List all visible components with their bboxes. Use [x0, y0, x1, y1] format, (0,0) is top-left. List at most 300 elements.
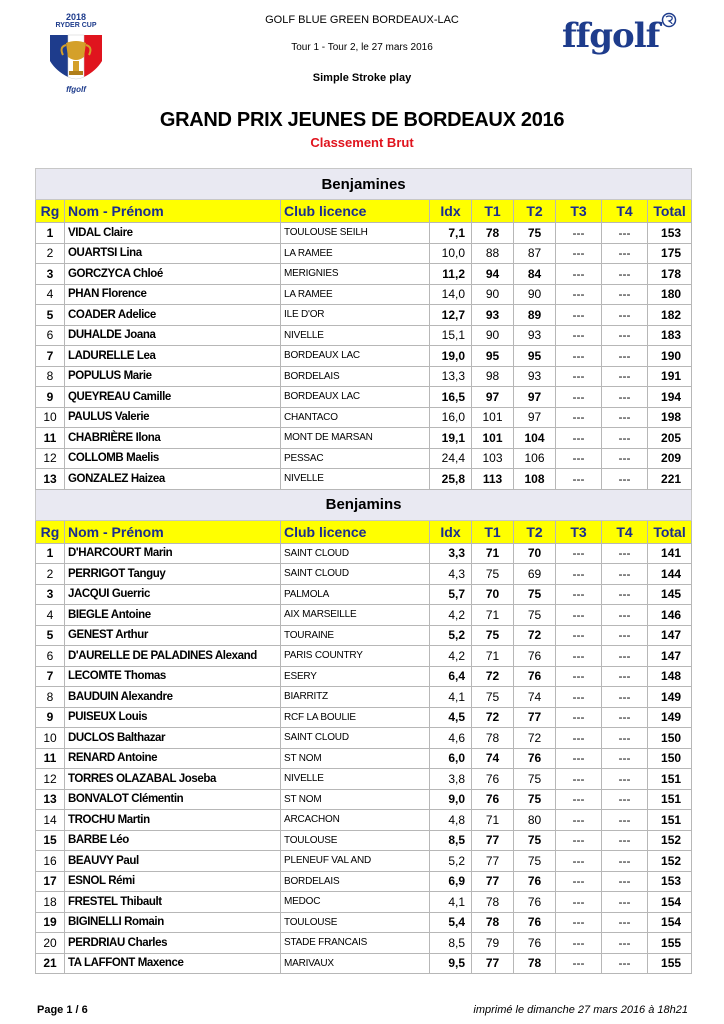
player-first-name: Florence — [101, 288, 147, 301]
results-table — [35, 168, 692, 974]
total-cell: 150 — [648, 748, 692, 769]
round1-cell: 90 — [472, 284, 514, 305]
index-cell: 4,5 — [430, 707, 472, 728]
player-first-name: Antoine — [117, 752, 158, 765]
total-cell: 147 — [648, 646, 692, 667]
round3-cell: --- — [556, 366, 602, 387]
column-header-rg: Rg — [36, 520, 65, 543]
table-row — [36, 305, 692, 326]
round1-cell: 90 — [472, 325, 514, 346]
index-cell: 16,5 — [430, 387, 472, 408]
round4-cell: --- — [602, 605, 648, 626]
round3-cell: --- — [556, 584, 602, 605]
round2-cell: 104 — [514, 428, 556, 449]
table-row — [36, 789, 692, 810]
round4-cell: --- — [602, 953, 648, 974]
table-row — [36, 243, 692, 264]
rank-cell: 3 — [36, 584, 65, 605]
player-last-name: BIEGLE — [68, 608, 109, 621]
player-first-name: Léo — [109, 834, 129, 847]
rank-cell: 6 — [36, 325, 65, 346]
player-first-name: Clémentin — [131, 793, 184, 806]
rank-cell: 11 — [36, 428, 65, 449]
table-row — [36, 407, 692, 428]
round2-cell: 76 — [514, 646, 556, 667]
round3-cell: --- — [556, 953, 602, 974]
round4-cell: --- — [602, 243, 648, 264]
table-row — [36, 448, 692, 469]
player-last-name: ESNOL — [68, 875, 106, 888]
index-cell: 4,3 — [430, 564, 472, 585]
club-cell: CHANTACO — [281, 407, 430, 428]
round2-cell: 75 — [514, 584, 556, 605]
column-header-row — [36, 200, 692, 223]
index-cell: 24,4 — [430, 448, 472, 469]
total-cell: 182 — [648, 305, 692, 326]
round3-cell: --- — [556, 387, 602, 408]
round1-cell: 71 — [472, 543, 514, 564]
column-header-row — [36, 520, 692, 543]
table-row — [36, 707, 692, 728]
table-row — [36, 830, 692, 851]
round2-cell: 76 — [514, 933, 556, 954]
player-first-name: Alexandre — [120, 690, 173, 703]
rank-cell: 3 — [36, 264, 65, 285]
club-cell: SAINT CLOUD — [281, 543, 430, 564]
club-cell: ST NOM — [281, 789, 430, 810]
round3-cell: --- — [556, 346, 602, 367]
rank-cell: 15 — [36, 830, 65, 851]
player-name-cell — [65, 605, 281, 626]
player-last-name: FRESTEL — [68, 895, 118, 908]
player-name-cell — [65, 912, 281, 933]
round3-cell: --- — [556, 264, 602, 285]
total-cell: 183 — [648, 325, 692, 346]
round4-cell: --- — [602, 748, 648, 769]
column-header-idx: Idx — [430, 520, 472, 543]
printed-date: imprimé le dimanche 27 mars 2016 à 18h21 — [473, 1004, 688, 1016]
total-cell: 191 — [648, 366, 692, 387]
rank-cell: 12 — [36, 769, 65, 790]
round1-cell: 71 — [472, 605, 514, 626]
round2-cell: 74 — [514, 687, 556, 708]
round3-cell: --- — [556, 789, 602, 810]
round4-cell: --- — [602, 912, 648, 933]
club-cell: MEDOC — [281, 892, 430, 913]
player-first-name: Joseba — [178, 772, 216, 785]
round3-cell: --- — [556, 469, 602, 490]
player-last-name: DUCLOS — [68, 731, 115, 744]
player-first-name: Marie — [123, 370, 152, 383]
round3-cell: --- — [556, 748, 602, 769]
index-cell: 3,3 — [430, 543, 472, 564]
round2-cell: 108 — [514, 469, 556, 490]
club-cell: STADE FRANCAIS — [281, 933, 430, 954]
player-name-cell — [65, 448, 281, 469]
player-last-name: BARBE — [68, 834, 107, 847]
table-row — [36, 953, 692, 974]
index-cell: 4,6 — [430, 728, 472, 749]
player-name-cell — [65, 223, 281, 244]
player-first-name: Martin — [117, 813, 150, 826]
round1-cell: 78 — [472, 892, 514, 913]
rank-cell: 9 — [36, 707, 65, 728]
player-name-cell — [65, 728, 281, 749]
player-first-name: Alexand — [214, 649, 257, 662]
player-name-cell — [65, 264, 281, 285]
round1-cell: 97 — [472, 387, 514, 408]
round2-cell: 93 — [514, 366, 556, 387]
round1-cell: 77 — [472, 830, 514, 851]
round4-cell: --- — [602, 564, 648, 585]
column-header-total: Total — [648, 200, 692, 223]
round2-cell: 72 — [514, 728, 556, 749]
ryder-cup-year: 2018 — [65, 12, 87, 22]
table-row — [36, 666, 692, 687]
round1-cell: 78 — [472, 728, 514, 749]
round4-cell: --- — [602, 407, 648, 428]
index-cell: 9,5 — [430, 953, 472, 974]
index-cell: 3,8 — [430, 769, 472, 790]
club-cell: MONT DE MARSAN — [281, 428, 430, 449]
round3-cell: --- — [556, 243, 602, 264]
total-cell: 154 — [648, 912, 692, 933]
total-cell: 152 — [648, 851, 692, 872]
club-cell: PLENEUF VAL AND — [281, 851, 430, 872]
player-first-name: Tanguy — [127, 567, 166, 580]
round4-cell: --- — [602, 666, 648, 687]
round1-cell: 72 — [472, 707, 514, 728]
player-last-name: CHABRIÈRE — [68, 431, 133, 444]
player-last-name: DUHALDE — [68, 329, 122, 342]
player-name-cell — [65, 305, 281, 326]
round3-cell: --- — [556, 448, 602, 469]
rank-cell: 13 — [36, 469, 65, 490]
column-header-t1: T1 — [472, 200, 514, 223]
table-row — [36, 346, 692, 367]
player-last-name: D'AURELLE DE PALADINES — [68, 649, 213, 662]
player-first-name: Chloé — [132, 267, 163, 280]
club-cell: BORDELAIS — [281, 366, 430, 387]
player-first-name: Marin — [143, 547, 173, 560]
round4-cell: --- — [602, 646, 648, 667]
column-header-club: Club licence — [281, 520, 430, 543]
round4-cell: --- — [602, 284, 648, 305]
rank-cell: 2 — [36, 564, 65, 585]
round1-cell: 77 — [472, 953, 514, 974]
rank-cell: 11 — [36, 748, 65, 769]
index-cell: 5,4 — [430, 912, 472, 933]
club-cell: NIVELLE — [281, 325, 430, 346]
club-cell: LA RAMEE — [281, 243, 430, 264]
player-name-cell — [65, 830, 281, 851]
round3-cell: --- — [556, 707, 602, 728]
round3-cell: --- — [556, 428, 602, 449]
table-row — [36, 469, 692, 490]
club-cell: BORDEAUX LAC — [281, 346, 430, 367]
round1-cell: 88 — [472, 243, 514, 264]
total-cell: 175 — [648, 243, 692, 264]
index-cell: 16,0 — [430, 407, 472, 428]
competition-format: Simple Stroke play — [312, 72, 412, 84]
total-cell: 145 — [648, 584, 692, 605]
index-cell: 19,0 — [430, 346, 472, 367]
round2-cell: 95 — [514, 346, 556, 367]
round1-cell: 74 — [472, 748, 514, 769]
round1-cell: 71 — [472, 810, 514, 831]
table-row — [36, 223, 692, 244]
club-name: GOLF BLUE GREEN BORDEAUX-LAC — [265, 14, 459, 26]
table-row — [36, 584, 692, 605]
index-cell: 4,1 — [430, 687, 472, 708]
club-cell: BORDELAIS — [281, 871, 430, 892]
round2-cell: 76 — [514, 912, 556, 933]
player-name-cell — [65, 953, 281, 974]
index-cell: 4,2 — [430, 605, 472, 626]
round1-cell: 79 — [472, 933, 514, 954]
round4-cell: --- — [602, 325, 648, 346]
rank-cell: 10 — [36, 407, 65, 428]
player-last-name: BONVALOT — [68, 793, 129, 806]
total-cell: 153 — [648, 223, 692, 244]
player-last-name: PERRIGOT — [68, 567, 125, 580]
player-last-name: BAUDUIN — [68, 690, 119, 703]
rank-cell: 9 — [36, 387, 65, 408]
club-cell: NIVELLE — [281, 469, 430, 490]
player-first-name: Rémi — [108, 875, 135, 888]
round4-cell: --- — [602, 223, 648, 244]
round2-cell: 75 — [514, 605, 556, 626]
player-last-name: QUEYREAU — [68, 390, 130, 403]
round1-cell: 72 — [472, 666, 514, 687]
player-first-name: Ilona — [135, 431, 161, 444]
round2-cell: 69 — [514, 564, 556, 585]
table-row — [36, 728, 692, 749]
total-cell: 149 — [648, 687, 692, 708]
index-cell: 11,2 — [430, 264, 472, 285]
index-cell: 19,1 — [430, 428, 472, 449]
player-last-name: POPULUS — [68, 370, 121, 383]
round4-cell: --- — [602, 933, 648, 954]
index-cell: 4,8 — [430, 810, 472, 831]
index-cell: 8,5 — [430, 933, 472, 954]
round4-cell: --- — [602, 366, 648, 387]
round3-cell: --- — [556, 851, 602, 872]
player-name-cell — [65, 789, 281, 810]
player-first-name: Lea — [136, 349, 156, 362]
club-cell: PALMOLA — [281, 584, 430, 605]
rank-cell: 2 — [36, 243, 65, 264]
round4-cell: --- — [602, 387, 648, 408]
round4-cell: --- — [602, 707, 648, 728]
player-last-name: PERDRIAU — [68, 936, 125, 949]
player-name-cell — [65, 687, 281, 708]
club-cell: TOULOUSE SEILH — [281, 223, 430, 244]
table-row — [36, 564, 692, 585]
rank-cell: 5 — [36, 305, 65, 326]
player-name-cell — [65, 584, 281, 605]
round2-cell: 97 — [514, 387, 556, 408]
table-row — [36, 933, 692, 954]
club-cell: TOULOUSE — [281, 912, 430, 933]
player-name-cell — [65, 325, 281, 346]
player-name-cell — [65, 933, 281, 954]
player-last-name: D'HARCOURT — [68, 547, 141, 560]
round4-cell: --- — [602, 346, 648, 367]
round2-cell: 75 — [514, 830, 556, 851]
player-name-cell — [65, 346, 281, 367]
round4-cell: --- — [602, 448, 648, 469]
round3-cell: --- — [556, 646, 602, 667]
round1-cell: 113 — [472, 469, 514, 490]
round3-cell: --- — [556, 625, 602, 646]
club-cell: LA RAMEE — [281, 284, 430, 305]
total-cell: 190 — [648, 346, 692, 367]
round2-cell: 84 — [514, 264, 556, 285]
round3-cell: --- — [556, 666, 602, 687]
player-last-name: COLLOMB — [68, 452, 124, 465]
round3-cell: --- — [556, 769, 602, 790]
total-cell: 146 — [648, 605, 692, 626]
index-cell: 14,0 — [430, 284, 472, 305]
round1-cell: 93 — [472, 305, 514, 326]
ryder-cup-name: RYDER CUP — [55, 22, 97, 29]
player-name-cell — [65, 543, 281, 564]
round4-cell: --- — [602, 264, 648, 285]
round3-cell: --- — [556, 687, 602, 708]
round2-cell: 87 — [514, 243, 556, 264]
rank-cell: 7 — [36, 666, 65, 687]
table-row — [36, 264, 692, 285]
player-first-name: Romain — [124, 916, 164, 929]
column-header-club: Club licence — [281, 200, 430, 223]
round3-cell: --- — [556, 728, 602, 749]
player-first-name: Antoine — [110, 608, 151, 621]
player-first-name: Balthazar — [116, 731, 166, 744]
player-name-cell — [65, 284, 281, 305]
round4-cell: --- — [602, 584, 648, 605]
round2-cell: 76 — [514, 748, 556, 769]
table-row — [36, 543, 692, 564]
player-name-cell — [65, 851, 281, 872]
round2-cell: 75 — [514, 789, 556, 810]
total-cell: 147 — [648, 625, 692, 646]
player-last-name: GORCZYCA — [68, 267, 131, 280]
club-cell: SAINT CLOUD — [281, 728, 430, 749]
column-header-t4: T4 — [602, 520, 648, 543]
round2-cell: 90 — [514, 284, 556, 305]
round3-cell: --- — [556, 543, 602, 564]
table-row — [36, 605, 692, 626]
round2-cell: 76 — [514, 892, 556, 913]
index-cell: 5,2 — [430, 851, 472, 872]
round1-cell: 94 — [472, 264, 514, 285]
total-cell: 198 — [648, 407, 692, 428]
page-number: Page 1 / 6 — [37, 1004, 88, 1016]
player-name-cell — [65, 707, 281, 728]
round1-cell: 76 — [472, 769, 514, 790]
column-header-t2: T2 — [514, 200, 556, 223]
round3-cell: --- — [556, 871, 602, 892]
round2-cell: 76 — [514, 666, 556, 687]
round4-cell: --- — [602, 892, 648, 913]
player-name-cell — [65, 625, 281, 646]
round2-cell: 80 — [514, 810, 556, 831]
round4-cell: --- — [602, 789, 648, 810]
index-cell: 13,3 — [430, 366, 472, 387]
club-cell: RCF LA BOULIE — [281, 707, 430, 728]
club-cell: ESERY — [281, 666, 430, 687]
table-row — [36, 851, 692, 872]
index-cell: 6,4 — [430, 666, 472, 687]
player-first-name: Thibault — [120, 895, 162, 908]
total-cell: 151 — [648, 810, 692, 831]
club-cell: PESSAC — [281, 448, 430, 469]
rank-cell: 1 — [36, 223, 65, 244]
round4-cell: --- — [602, 830, 648, 851]
round4-cell: --- — [602, 851, 648, 872]
round1-cell: 77 — [472, 851, 514, 872]
rank-cell: 1 — [36, 543, 65, 564]
column-header-name: Nom - Prénom — [65, 520, 281, 543]
index-cell: 6,9 — [430, 871, 472, 892]
rank-cell: 8 — [36, 687, 65, 708]
club-cell: MARIVAUX — [281, 953, 430, 974]
round1-cell: 77 — [472, 871, 514, 892]
index-cell: 7,1 — [430, 223, 472, 244]
index-cell: 12,7 — [430, 305, 472, 326]
index-cell: 25,8 — [430, 469, 472, 490]
player-name-cell — [65, 469, 281, 490]
club-cell: NIVELLE — [281, 769, 430, 790]
round3-cell: --- — [556, 830, 602, 851]
rank-cell: 20 — [36, 933, 65, 954]
player-first-name: Joana — [124, 329, 156, 342]
round4-cell: --- — [602, 428, 648, 449]
total-cell: 155 — [648, 933, 692, 954]
rank-cell: 4 — [36, 284, 65, 305]
round4-cell: --- — [602, 305, 648, 326]
player-last-name: RENARD — [68, 752, 115, 765]
player-last-name: TA LAFFONT — [68, 957, 135, 970]
total-cell: 141 — [648, 543, 692, 564]
table-row — [36, 325, 692, 346]
player-first-name: Paul — [116, 854, 139, 867]
page-subtitle: Classement Brut — [310, 135, 414, 150]
results-body — [36, 169, 692, 974]
player-name-cell — [65, 810, 281, 831]
index-cell: 4,1 — [430, 892, 472, 913]
total-cell: 144 — [648, 564, 692, 585]
round3-cell: --- — [556, 223, 602, 244]
total-cell: 149 — [648, 707, 692, 728]
player-name-cell — [65, 646, 281, 667]
index-cell: 5,7 — [430, 584, 472, 605]
round4-cell: --- — [602, 625, 648, 646]
total-cell: 155 — [648, 953, 692, 974]
index-cell: 9,0 — [430, 789, 472, 810]
total-cell: 205 — [648, 428, 692, 449]
total-cell: 153 — [648, 871, 692, 892]
player-name-cell — [65, 428, 281, 449]
table-row — [36, 871, 692, 892]
round1-cell: 75 — [472, 687, 514, 708]
total-cell: 180 — [648, 284, 692, 305]
column-header-t3: T3 — [556, 200, 602, 223]
total-cell: 151 — [648, 769, 692, 790]
player-first-name: Valerie — [114, 411, 150, 424]
column-header-rg: Rg — [36, 200, 65, 223]
